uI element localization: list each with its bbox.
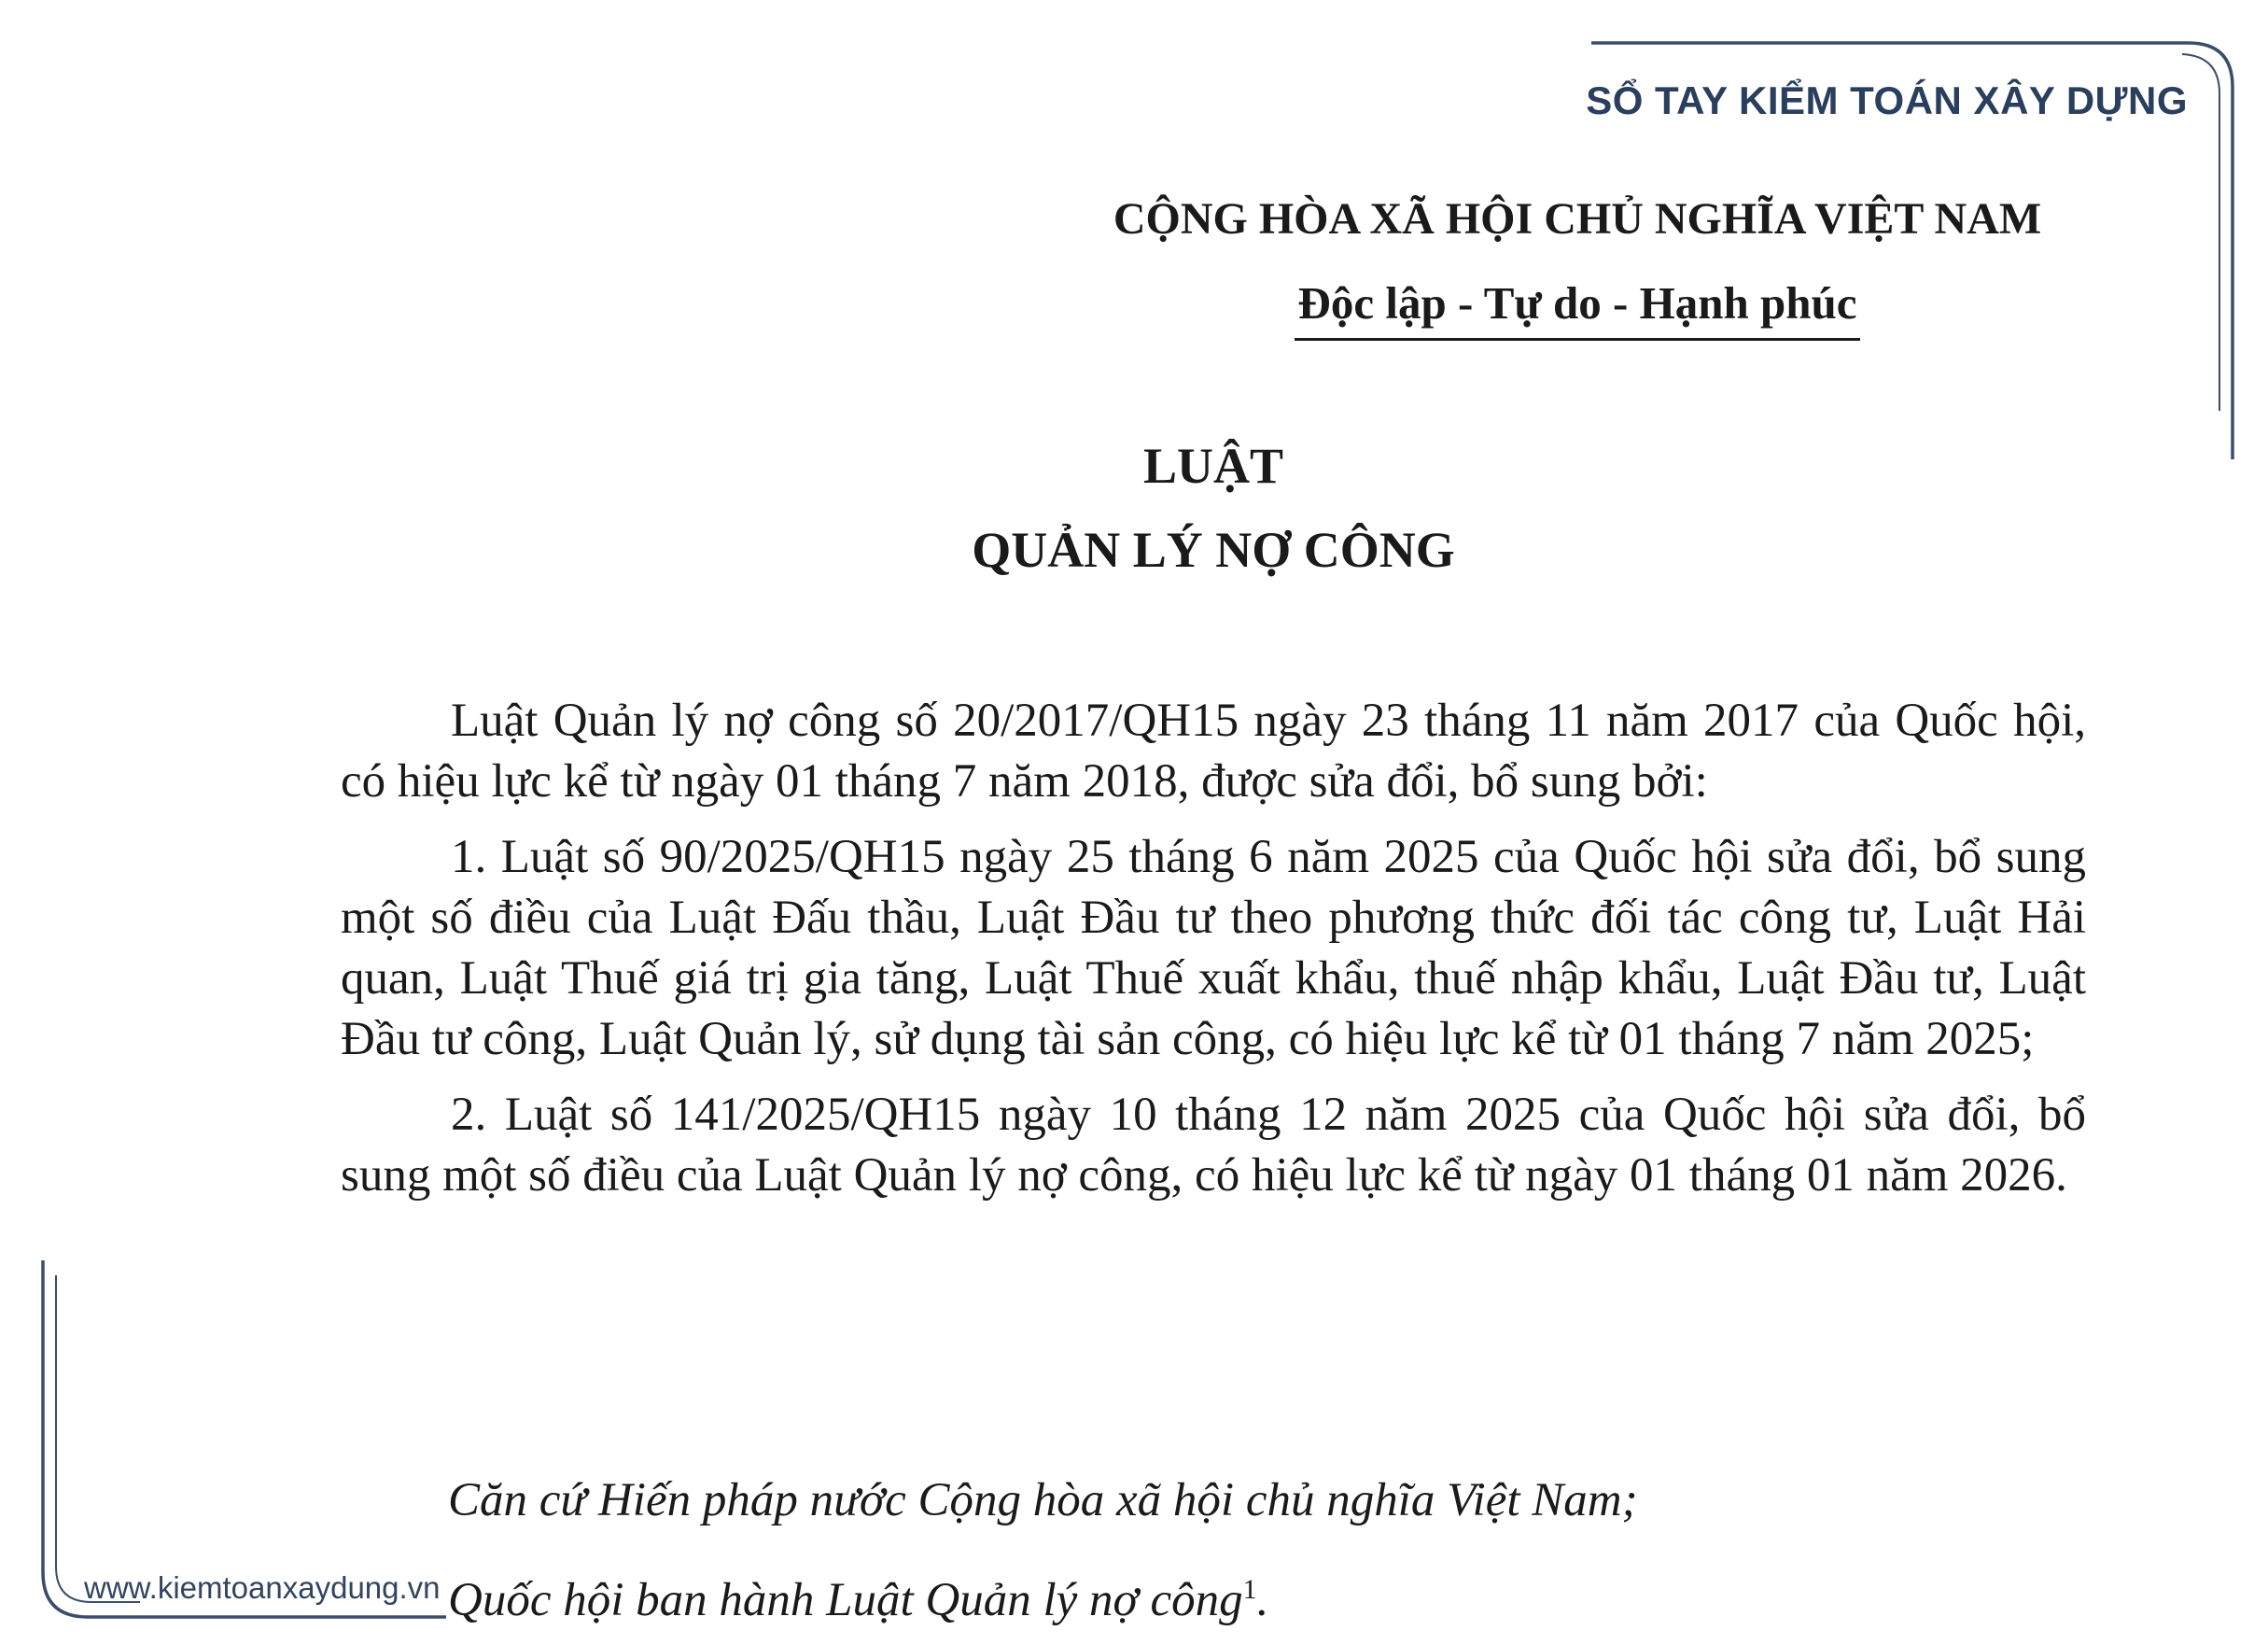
law-name-title: QUẢN LÝ NỢ CÔNG [972, 522, 1455, 578]
enactment-line [448, 1545, 1638, 1645]
amendment-item-1: 1. Luật số 90/2025/QH15 ngày 25 tháng 6 năm 2025 của Quốc hội sửa đổi, bổ sung một số điều của Luật Đấu thầu, Luật Đầu tư theo phương thức đối tác công tư, Luật Hải quan, Luật Thuế giá trị gia tăng, Luật Thuế xuất khẩu, thuế nhập khẩu, Luật Đầu tư, Luật Đầu tư công, Luật Quản lý, sử dụng tài sản công, có hiệu lực kể từ 01 tháng 7 năm 2025; [341, 831, 2086, 1065]
enactment-text: Quốc hội ban hành Luật Quản lý nợ công [448, 1574, 1243, 1626]
document-header [1092, 187, 2063, 341]
website-link[interactable]: www.kiemtoanxaydung.vn [84, 1570, 441, 1605]
amendment-item-2: 2. Luật số 141/2025/QH15 ngày 10 tháng 12 năm 2025 của Quốc hội sửa đổi, bổ sung một số điều của Luật Quản lý nợ công, có hiệu lực kể từ ngày 01 tháng 01 năm 2026. [341, 1089, 2086, 1202]
enactment-period: . [1256, 1574, 1269, 1626]
constitutional-basis: Căn cứ Hiến pháp nước Cộng hòa xã hội chủ nghĩa Việt Nam; [448, 1474, 1638, 1526]
brand-banner: SỔ TAY KIỂM TOÁN XÂY DỰNG [1586, 78, 2188, 122]
document-body [341, 691, 2086, 1221]
national-name: CỘNG HÒA XÃ HỘI CHỦ NGHĨA VIỆT NAM [1113, 194, 2042, 244]
preamble [448, 1456, 1638, 1645]
top-right-frame-inner-line [2182, 54, 2219, 411]
document-type-title: LUẬT [1142, 438, 1284, 494]
footnote-mark[interactable]: 1 [1242, 1574, 1257, 1605]
bottom-left-frame-inner-line [56, 1275, 140, 1602]
bottom-left-frame-line [43, 1260, 446, 1617]
intro-paragraph: Luật Quản lý nợ công số 20/2017/QH15 ngày 23 tháng 11 năm 2017 của Quốc hội, có hiệu lực kể từ ngày 01 tháng 7 năm 2018, được sửa đổi, bổ sung bởi: [341, 695, 2086, 808]
national-motto: Độc lập - Tự do - Hạnh phúc [1295, 271, 1861, 341]
